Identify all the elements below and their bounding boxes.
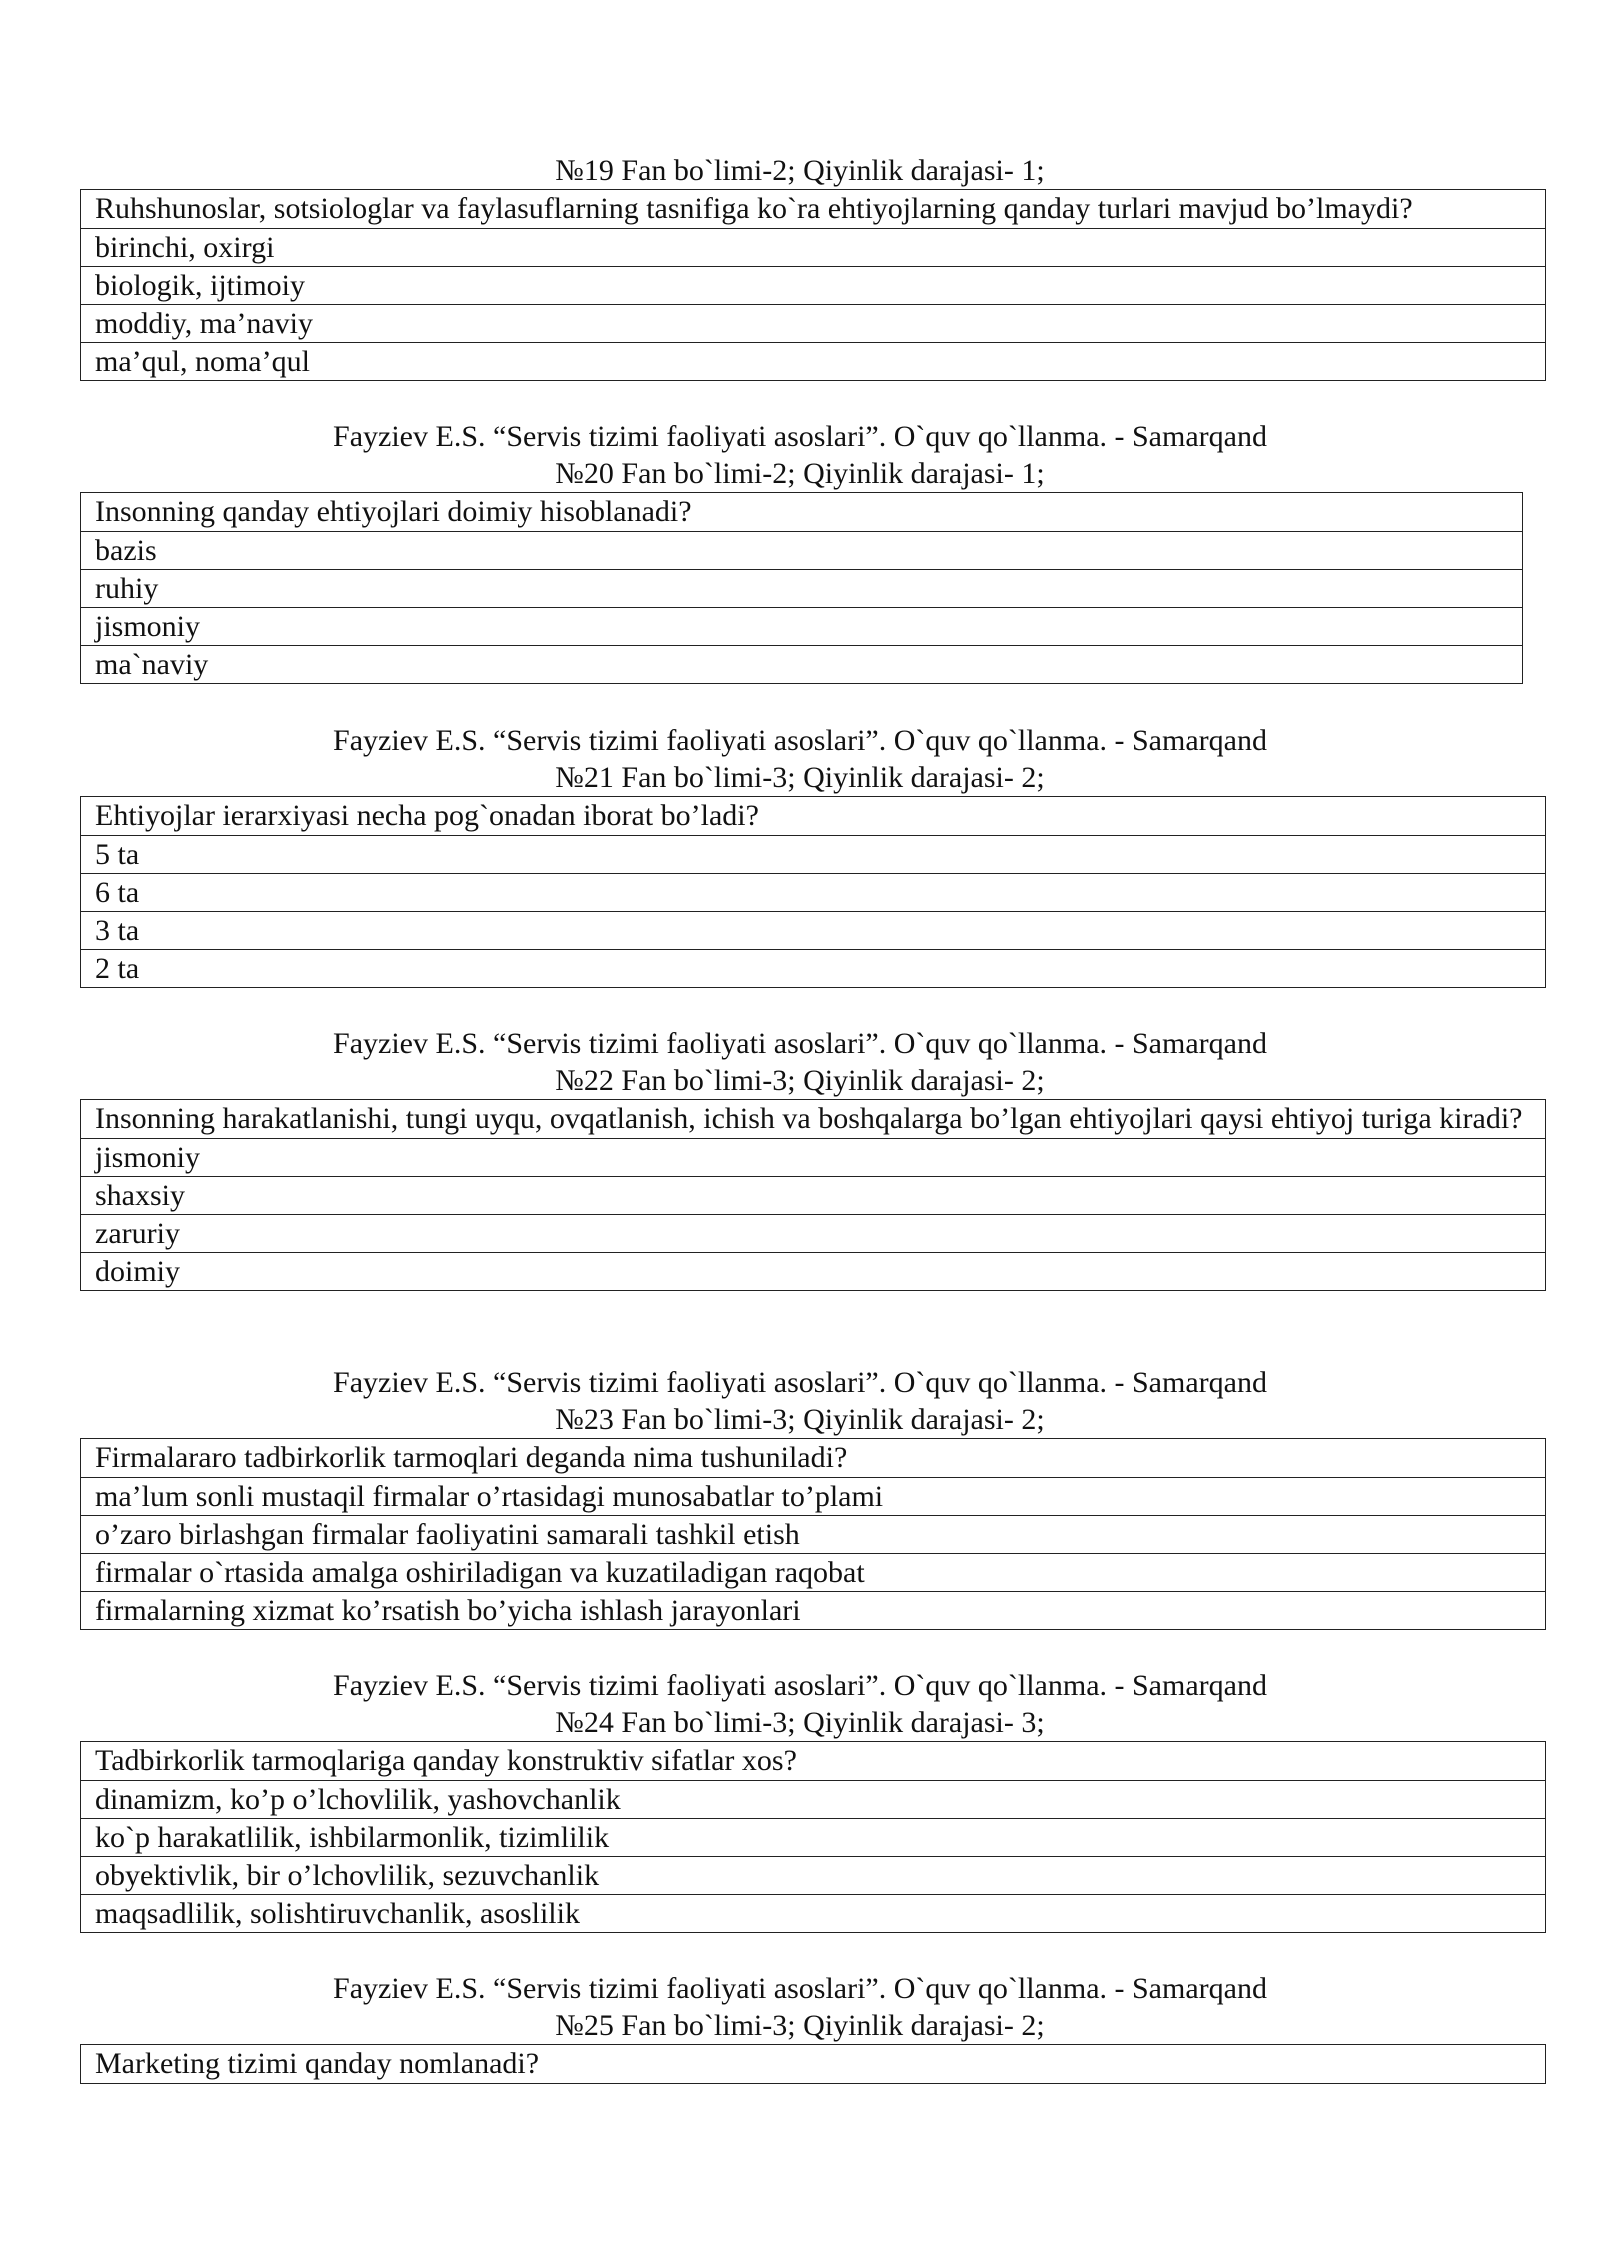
answer-option: o’zaro birlashgan firmalar faoliyatini samarali tashkil etish bbox=[81, 1515, 1545, 1553]
answer-option: bazis bbox=[81, 531, 1522, 569]
source-block-25 bbox=[0, 1970, 1600, 2044]
answer-option: zaruriy bbox=[81, 1214, 1545, 1252]
answer-option: biologik, ijtimoiy bbox=[81, 266, 1545, 304]
question-header: №22 Fan bo`limi-3; Qiyinlik darajasi- 2; bbox=[555, 1064, 1045, 1097]
question-header-19 bbox=[0, 152, 1600, 189]
question-header: №25 Fan bo`limi-3; Qiyinlik darajasi- 2; bbox=[555, 2009, 1045, 2042]
source-block-23 bbox=[0, 1364, 1600, 1438]
answer-option: ruhiy bbox=[81, 569, 1522, 607]
question-header: №23 Fan bo`limi-3; Qiyinlik darajasi- 2; bbox=[555, 1403, 1045, 1436]
question-header: №20 Fan bo`limi-2; Qiyinlik darajasi- 1; bbox=[555, 457, 1045, 490]
source-block-21 bbox=[0, 722, 1600, 796]
answer-option: firmalar o`rtasida amalga oshiriladigan va kuzatiladigan raqobat bbox=[81, 1553, 1545, 1591]
question-header: №19 Fan bo`limi-2; Qiyinlik darajasi- 1; bbox=[555, 154, 1045, 187]
source-citation: Fayziev E.S. “Servis tizimi faoliyati asoslari”. O`quv qo`llanma. - Samarqand bbox=[333, 1669, 1267, 1702]
answer-option: shaxsiy bbox=[81, 1176, 1545, 1214]
answer-option: ko`p harakatlilik, ishbilarmonlik, tizimlilik bbox=[81, 1818, 1545, 1856]
answer-option: ma’qul, noma’qul bbox=[81, 342, 1545, 380]
answer-option: ma`naviy bbox=[81, 645, 1522, 683]
question-header: №24 Fan bo`limi-3; Qiyinlik darajasi- 3; bbox=[555, 1706, 1045, 1739]
answer-option: maqsadlilik, solishtiruvchanlik, asoslilik bbox=[81, 1894, 1545, 1932]
answer-option: doimiy bbox=[81, 1252, 1545, 1290]
question-table-21 bbox=[80, 796, 1546, 988]
question-table-20 bbox=[80, 492, 1523, 684]
question-table-23 bbox=[80, 1438, 1546, 1630]
source-citation: Fayziev E.S. “Servis tizimi faoliyati asoslari”. O`quv qo`llanma. - Samarqand bbox=[333, 1027, 1267, 1060]
question-text: Ruhshunoslar, sotsiologlar va faylasuflarning tasnifiga ko`ra ehtiyojlarning qanday turlari mavjud bo’lmaydi? bbox=[95, 192, 1413, 225]
question-text: Insonning harakatlanishi, tungi uyqu, ovqatlanish, ichish va boshqalarga bo’lgan ehtiyojlari qaysi ehtiyoj turiga kiradi? bbox=[95, 1102, 1523, 1135]
answer-option: 6 ta bbox=[81, 873, 1545, 911]
source-citation: Fayziev E.S. “Servis tizimi faoliyati asoslari”. O`quv qo`llanma. - Samarqand bbox=[333, 1972, 1267, 2005]
answer-option: dinamizm, ko’p o’lchovlilik, yashovchanlik bbox=[81, 1780, 1545, 1818]
answer-option: jismoniy bbox=[81, 607, 1522, 645]
answer-option: moddiy, ma’naviy bbox=[81, 304, 1545, 342]
answer-option: jismoniy bbox=[81, 1138, 1545, 1176]
question-header: №21 Fan bo`limi-3; Qiyinlik darajasi- 2; bbox=[555, 761, 1045, 794]
answer-option: firmalarning xizmat ko’rsatish bo’yicha ishlash jarayonlari bbox=[81, 1591, 1545, 1629]
question-text: Insonning qanday ehtiyojlari doimiy hisoblanadi? bbox=[95, 495, 692, 528]
answer-option: 5 ta bbox=[81, 835, 1545, 873]
source-block-24 bbox=[0, 1667, 1600, 1741]
question-table-25 bbox=[80, 2044, 1546, 2084]
answer-option: 2 ta bbox=[81, 949, 1545, 987]
answer-option: birinchi, oxirgi bbox=[81, 228, 1545, 266]
question-table-19 bbox=[80, 189, 1546, 381]
answer-option: 3 ta bbox=[81, 911, 1545, 949]
source-block-22 bbox=[0, 1025, 1600, 1099]
question-text: Marketing tizimi qanday nomlanadi? bbox=[95, 2047, 540, 2080]
answer-option: obyektivlik, bir o’lchovlilik, sezuvchanlik bbox=[81, 1856, 1545, 1894]
source-block-20 bbox=[0, 418, 1600, 492]
question-text: Ehtiyojlar ierarxiyasi necha pog`onadan iborat bo’ladi? bbox=[95, 799, 759, 832]
source-citation: Fayziev E.S. “Servis tizimi faoliyati asoslari”. O`quv qo`llanma. - Samarqand bbox=[333, 724, 1267, 757]
question-text: Firmalararo tadbirkorlik tarmoqlari deganda nima tushuniladi? bbox=[95, 1441, 848, 1474]
question-table-22 bbox=[80, 1099, 1546, 1291]
question-table-24 bbox=[80, 1741, 1546, 1933]
source-citation: Fayziev E.S. “Servis tizimi faoliyati asoslari”. O`quv qo`llanma. - Samarqand bbox=[333, 1366, 1267, 1399]
answer-option: ma’lum sonli mustaqil firmalar o’rtasidagi munosabatlar to’plami bbox=[81, 1477, 1545, 1515]
question-text: Tadbirkorlik tarmoqlariga qanday konstruktiv sifatlar xos? bbox=[95, 1744, 797, 1777]
source-citation: Fayziev E.S. “Servis tizimi faoliyati asoslari”. O`quv qo`llanma. - Samarqand bbox=[333, 420, 1267, 453]
